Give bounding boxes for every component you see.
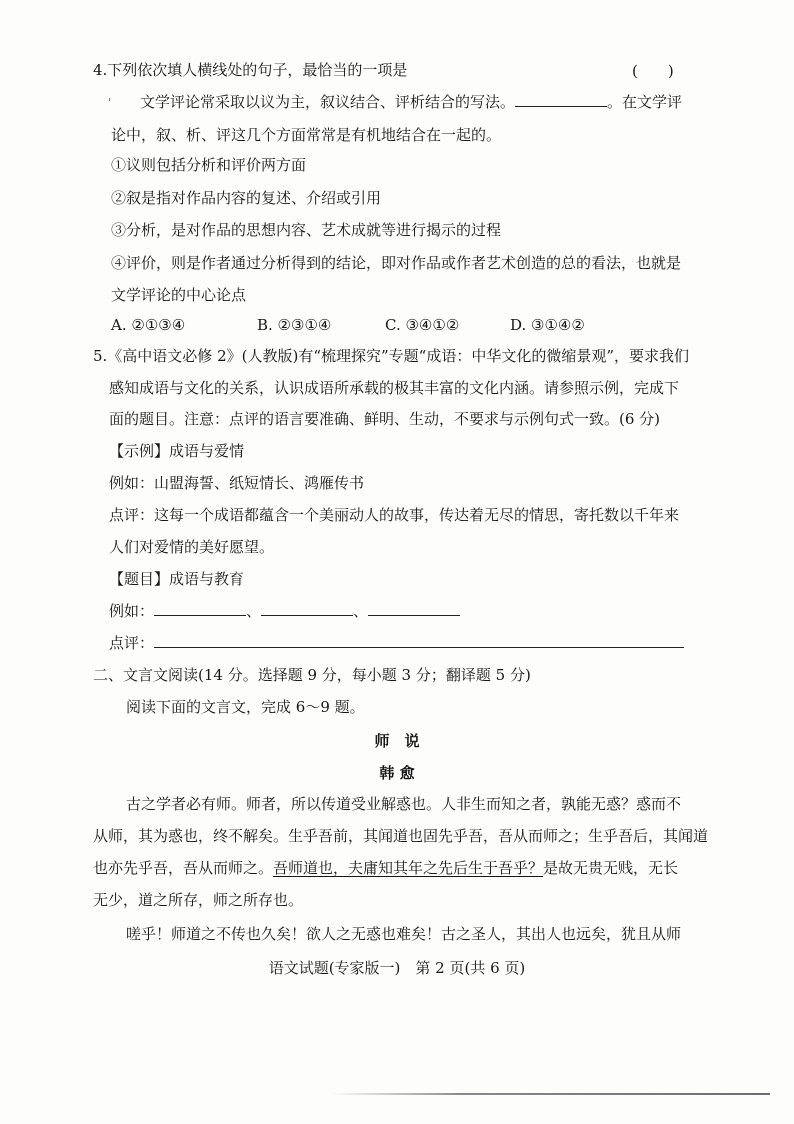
q5-line1: 5.《高中语文必修 2》(人教版)有“梳理探究”专题“成语：中华文化的微缩景观”，要求我们 [93,347,690,365]
passage-underlined-sentence: 吾师道也，夫庸知其年之先后生于吾乎？ [273,859,544,877]
q4-passage-line2: 论中，叙、析、评这几个方面常常是有机地结合在一起的。 [111,126,502,144]
passage-p1-line3 [93,858,678,878]
q4-option-b[interactable]: B. ②③①④ [257,316,332,334]
q5-comment-line2: 人们对爱情的美好愿望。 [109,538,275,556]
q5-fill-comment-label: 点评： [109,634,155,652]
q4-option-d[interactable]: D. ③①④② [510,316,585,334]
passage-title: 师 说 [374,732,420,750]
q5-fill-sep-1: 、 [246,602,262,620]
q4-item2: ②叙是指对作品内容的复述、介绍或引用 [111,189,382,207]
q4-item4-line1: ④评价，则是作者通过分析得到的结论，即对作品或作者艺术创造的总的看法，也就是 [111,254,682,272]
q5-idiom-blank-2[interactable] [261,601,353,616]
q5-line3: 面的题目。注意：点评的语言要准确、鲜明、生动，不要求与示例句式一致。(6 分) [109,410,661,428]
q4-item4-line2: 文学评论的中心论点 [111,286,247,304]
passage-p1-line4: 无少，道之所存，师之所存也。 [93,891,304,909]
section2-instruction: 阅读下面的文言文，完成 6～9 题。 [126,698,365,716]
q4-item1: ①议则包括分析和评价两方面 [111,156,307,174]
q5-fill-comment [109,633,684,653]
q5-idiom-blank-3[interactable] [368,601,460,616]
passage-p2-line1: 嗟乎！师道之不传也久矣！欲人之无惑也难矣！古之圣人，其出人也远矣，犹且从师 [126,925,682,943]
q4-passage-line1 [140,92,682,112]
passage-p1-line2: 从师，其为惑也，终不解矣。生乎吾前，其闻道也固先乎吾，吾从而师之；生乎吾后，其闻道 [93,827,709,845]
q5-fill-sep-2: 、 [353,602,369,620]
q5-task-title: 【题目】成语与教育 [109,570,245,588]
scan-edge-rule [330,1093,770,1095]
q5-idiom-blank-1[interactable] [154,601,246,616]
passage-p1-line3-b: 是故无贵无贱，无长 [543,859,679,877]
q4-stem: 4.下列依次填人横线处的句子，最恰当的一项是 [93,61,408,79]
passage-p1-line3-a: 也亦先乎吾，吾从而师之。 [93,859,274,877]
section2-heading: 二、文言文阅读(14 分。选择题 9 分，每小题 3 分；翻译题 5 分) [93,666,531,684]
q5-comment-line1: 点评：这每一个成语都蕴含一个美丽动人的故事，传达着无尽的情思，寄托数以千年来 [109,506,680,524]
q4-passage-part1: 文学评论常采取以议为主，叙议结合、评析结合的写法。 [140,93,516,111]
q4-passage-part2: 。在文学评 [607,93,683,111]
passage-p1-line1: 古之学者必有师。师者，所以传道受业解惑也。人非生而知之者，孰能无惑？惑而不 [126,795,682,813]
passage-author: 韩 愈 [379,764,415,782]
q4-option-a[interactable]: A. ②①③④ [111,316,186,334]
q4-fill-blank[interactable] [515,92,607,107]
q5-comment-blank[interactable] [154,633,684,648]
q5-example-title: 【示例】成语与爱情 [109,442,245,460]
q4-option-c[interactable]: C. ③④①② [385,316,460,334]
scan-speck: ' [108,96,112,110]
q5-line2: 感知成语与文化的关系，认识成语所承载的极其丰富的文化内涵。请参照示例，完成下 [109,379,680,397]
q4-answer-bracket: ( ) [632,62,674,80]
page-footer: 语文试题(专家版一) 第 2 页(共 6 页) [268,959,526,977]
q4-item3: ③分析，是对作品的思想内容、艺术成就等进行揭示的过程 [111,221,502,239]
q5-fill-example-label: 例如： [109,602,155,620]
q5-example-list: 例如：山盟海誓、纸短情长、鸿雁传书 [109,474,365,492]
q5-fill-examples [109,601,460,621]
